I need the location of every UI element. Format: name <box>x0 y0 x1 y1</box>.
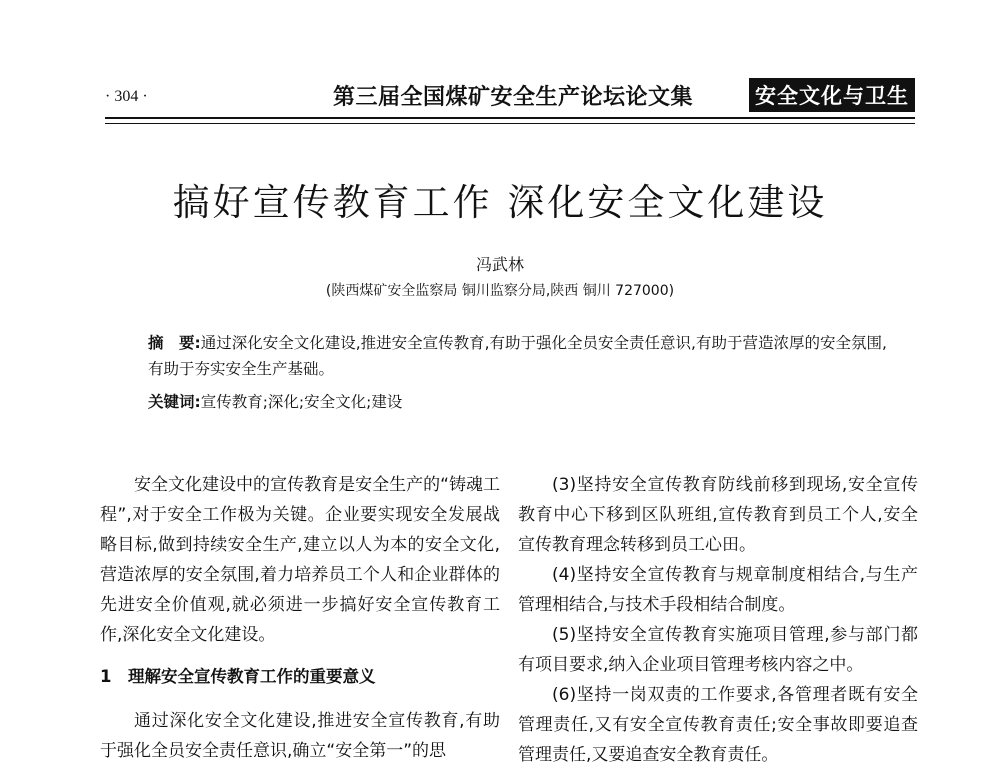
author-affiliation: (陕西煤矿安全监察局 铜川监察分局,陕西 铜川 727000) <box>325 283 675 299</box>
keywords-label: 关键词: <box>148 393 201 411</box>
abstract-text: 通过深化安全文化建设,推进安全宣传教育,有助于强化全员安全责任意识,有助于营造浓厚的安全氛围,有助于夯实安全生产基础。 <box>148 334 887 378</box>
list-item-4: (4)坚持安全宣传教育与规章制度相结合,与生产管理相结合,与技术手段相结合制度。 <box>518 565 918 615</box>
page-number: · 304 · <box>105 88 148 105</box>
section1-paragraph: 通过深化安全文化建设,推进安全宣传教育,有助于强化全员安全责任意识,确立“安全第一”的思 <box>100 711 500 761</box>
running-header <box>105 78 915 112</box>
right-column <box>518 470 918 770</box>
keywords <box>148 390 402 412</box>
section-heading-1: 1 理解安全宣传教育工作的重要意义 <box>100 667 376 686</box>
header-rule-thick <box>105 117 915 119</box>
list-item-5: (5)坚持安全宣传教育实施项目管理,参与部门都有项目要求,纳入企业项目管理考核内容之中。 <box>518 625 918 675</box>
list-item-3: (3)坚持安全宣传教育防线前移到现场,安全宣传教育中心下移到区队班组,宣传教育到员工个人,安全宣传教育理念转移到员工心田。 <box>518 475 918 555</box>
header-rule-thin <box>105 123 915 124</box>
left-column <box>100 470 500 766</box>
keywords-text: 宣传教育;深化;安全文化;建设 <box>200 393 403 411</box>
article-title: 搞好宣传教育工作 深化安全文化建设 <box>172 181 828 224</box>
abstract <box>148 330 888 382</box>
journal-title: 第三届全国煤矿安全生产论坛论文集 <box>333 85 694 110</box>
abstract-label: 摘 要: <box>148 334 201 352</box>
list-item-6: (6)坚持一岗双责的工作要求,各管理者既有安全管理责任,又有安全宣传教育责任;安全事故即要追查管理责任,又要追查安全教育责任。 <box>518 685 918 765</box>
intro-paragraph: 安全文化建设中的宣传教育是安全生产的“铸魂工程”,对于安全工作极为关键。企业要实现安全发展战略目标,做到持续安全生产,建立以人为本的安全文化,营造浓厚的安全氛围,着力培养员工个人和企业群体的先进安全价值观,就必须进一步搞好安全宣传教育工作,深化安全文化建设。 <box>100 475 500 645</box>
author-name: 冯武林 <box>475 255 524 274</box>
section-tag: 安全文化与卫生 <box>749 78 915 112</box>
